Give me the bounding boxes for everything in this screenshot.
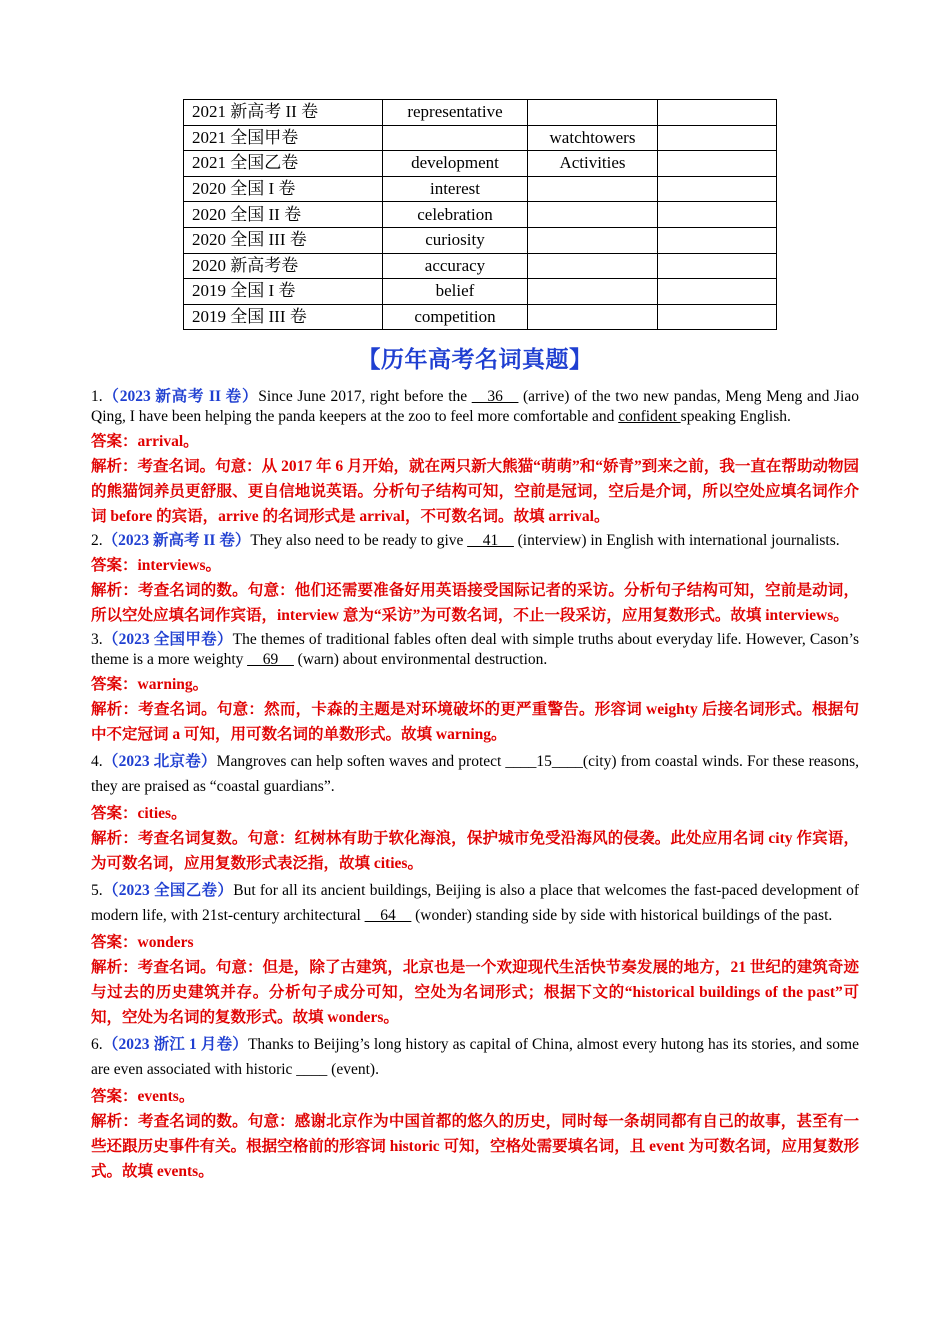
answer: 答案：events。: [91, 1088, 195, 1105]
table-row: [184, 304, 777, 330]
question-text: (wonder) standing side by side with historical buildings of the past.: [411, 907, 833, 924]
question-number: 5.: [91, 882, 103, 899]
table-cell: representative: [383, 100, 528, 126]
answer: 答案：cities。: [91, 805, 187, 822]
question-text: Thanks to Beijing’s long history as capital of China, almost every hutong has its stories, and some are even associated with historic ____ (event).: [91, 1036, 859, 1078]
explanation: 解析：考查名词复数。句意：红树林有助于软化海浪，保护城市免受沿海风的侵袭。此处应用名词 city 作宾语，为可数名词，应用复数形式表泛指，故填 cities。: [91, 830, 859, 872]
table-row: [184, 176, 777, 202]
question-source: （2023 全国乙卷）: [102, 882, 234, 899]
question-text: But for all its ancient buildings, Beijing is also a place that welcomes the fast-paced development of modern life, with 21st-century architectural: [91, 882, 859, 924]
table-cell: [528, 100, 658, 126]
table-cell: [658, 279, 777, 305]
question-source: （2023 浙江 1 月卷）: [102, 1036, 248, 1053]
question-text: The themes of traditional fables often deal with simple truths about everyday life. However, Cason’s theme is a more weighty: [91, 631, 859, 668]
blank: __69__: [247, 651, 294, 668]
answer: 答案：wonders: [91, 934, 194, 951]
table-cell: [528, 202, 658, 228]
table-cell: curiosity: [383, 227, 528, 253]
question-number: 4.: [91, 753, 103, 770]
question-text: (warn) about environmental destruction.: [293, 651, 548, 668]
table-cell: 2020 全国 I 卷: [184, 176, 383, 202]
table-cell: 2021 新高考 II 卷: [184, 100, 383, 126]
table-row: [184, 151, 777, 177]
explanation: 解析：考查名词。句意：但是，除了古建筑，北京也是一个欢迎现代生活快节奏发展的地方，21 世纪的建筑奇迹与过去的历史建筑并存。分析句子成分可知，空处为名词形式；根据下文的“historical buildings of the past”可知，空处为名词的复数形式。故填 wonders。: [91, 959, 859, 1026]
table-cell: [658, 202, 777, 228]
table-cell: 2019 全国 III 卷: [184, 304, 383, 330]
question-text: Mangroves can help soften waves and protect ____15____(city) from coastal winds. For these reasons, they are praised as “coastal guardians”.: [91, 753, 859, 795]
table-cell: competition: [383, 304, 528, 330]
question-text: (arrive) of the two new pandas, Meng Meng and Jiao Qing, I have been helping the panda keepers at the zoo to feel more comfortable and: [91, 388, 859, 425]
question-number: 2.: [91, 532, 103, 549]
table-cell: [528, 304, 658, 330]
table-cell: [658, 100, 777, 126]
table-cell: 2020 全国 II 卷: [184, 202, 383, 228]
blank: __64__: [364, 907, 412, 924]
table-cell: accuracy: [383, 253, 528, 279]
table-cell: [528, 227, 658, 253]
table-cell: 2021 全国乙卷: [184, 151, 383, 177]
table-cell: interest: [383, 176, 528, 202]
question-text: speaking English.: [680, 408, 791, 425]
explanation: 解析：考查名词。句意：然而，卡森的主题是对环境破坏的更严重警告。形容词 weighty 后接名词形式。根据句中不定冠词 a 可知，用可数名词的单数形式。故填 warning。: [91, 701, 859, 743]
question-text: (interview) in English with international journalists.: [513, 532, 840, 549]
question-2: [91, 531, 859, 551]
table-cell: development: [383, 151, 528, 177]
table-cell: 2020 新高考卷: [184, 253, 383, 279]
question-source: （2023 新高考 II 卷）: [102, 532, 251, 549]
table-cell: 2021 全国甲卷: [184, 125, 383, 151]
table-cell: [658, 253, 777, 279]
question-text: Since June 2017, right before the: [258, 388, 472, 405]
table-cell: [658, 304, 777, 330]
blank: __36__: [471, 388, 519, 405]
question-3: [91, 630, 859, 670]
table-cell: [658, 125, 777, 151]
table-cell: [658, 227, 777, 253]
blank: __41__: [467, 532, 514, 549]
underlined-word: confident: [618, 408, 681, 425]
explanation: 解析：考查名词的数。句意：他们还需要准备好用英语接受国际记者的采访。分析句子结构可知，空前是动词，所以空处应填名词作宾语，interview 意为“采访”为可数名词，不止一段采访，应用复数形式。故填 interviews。: [91, 582, 859, 624]
question-4: [91, 749, 859, 799]
question-source: （2023 北京卷）: [102, 753, 217, 770]
explanation: 解析：考查名词的数。句意：感谢北京作为中国首都的悠久的历史，同时每一条胡同都有自己的故事，甚至有一些还跟历史事件有关。根据空格前的形容词 historic 可知，空格处需要填名词，且 event 为可数名词，应用复数形式。故填 events。: [91, 1113, 859, 1180]
table-cell: celebration: [383, 202, 528, 228]
question-number: 1.: [91, 388, 103, 405]
question-number: 6.: [91, 1036, 103, 1053]
table-cell: [528, 279, 658, 305]
question-source: （2023 新高考 II 卷）: [102, 388, 259, 405]
answer: 答案：interviews。: [91, 557, 222, 574]
table-cell: 2020 全国 III 卷: [184, 227, 383, 253]
explanation: 解析：考查名词。句意：从 2017 年 6 月开始，就在两只新大熊猫“萌萌”和“娇青”到来之前，我一直在帮助动物园的熊猫饲养员更舒服、更自信地说英语。分析句子结构可知，空前是冠词，空后是介词，所以空处应填名词作介词 before 的宾语，arrive 的名词形式是 arrival，不可数名词。故填 arrival。: [91, 458, 859, 525]
question-source: （2023 全国甲卷）: [102, 631, 233, 648]
table-row: [184, 202, 777, 228]
table-cell: [528, 176, 658, 202]
table-cell: watchtowers: [528, 125, 658, 151]
question-6: [91, 1032, 859, 1082]
section-heading: 【历年高考名词真题】: [357, 347, 593, 372]
table-cell: [383, 125, 528, 151]
question-text: They also need to be ready to give: [250, 532, 468, 549]
answer: 答案：arrival。: [91, 433, 199, 450]
answer: 答案：warning。: [91, 676, 209, 693]
table-row: [184, 253, 777, 279]
table-cell: [658, 176, 777, 202]
table-row: [184, 279, 777, 305]
table-row: [184, 100, 777, 126]
table-cell: [528, 253, 658, 279]
table-cell: Activities: [528, 151, 658, 177]
summary-table: [183, 99, 777, 330]
table-cell: [658, 151, 777, 177]
question-1: [91, 387, 859, 427]
table-row: [184, 125, 777, 151]
question-number: 3.: [91, 631, 103, 648]
question-5: [91, 878, 859, 928]
question-list: [91, 385, 859, 1184]
table-cell: belief: [383, 279, 528, 305]
table-cell: 2019 全国 I 卷: [184, 279, 383, 305]
table-row: [184, 227, 777, 253]
